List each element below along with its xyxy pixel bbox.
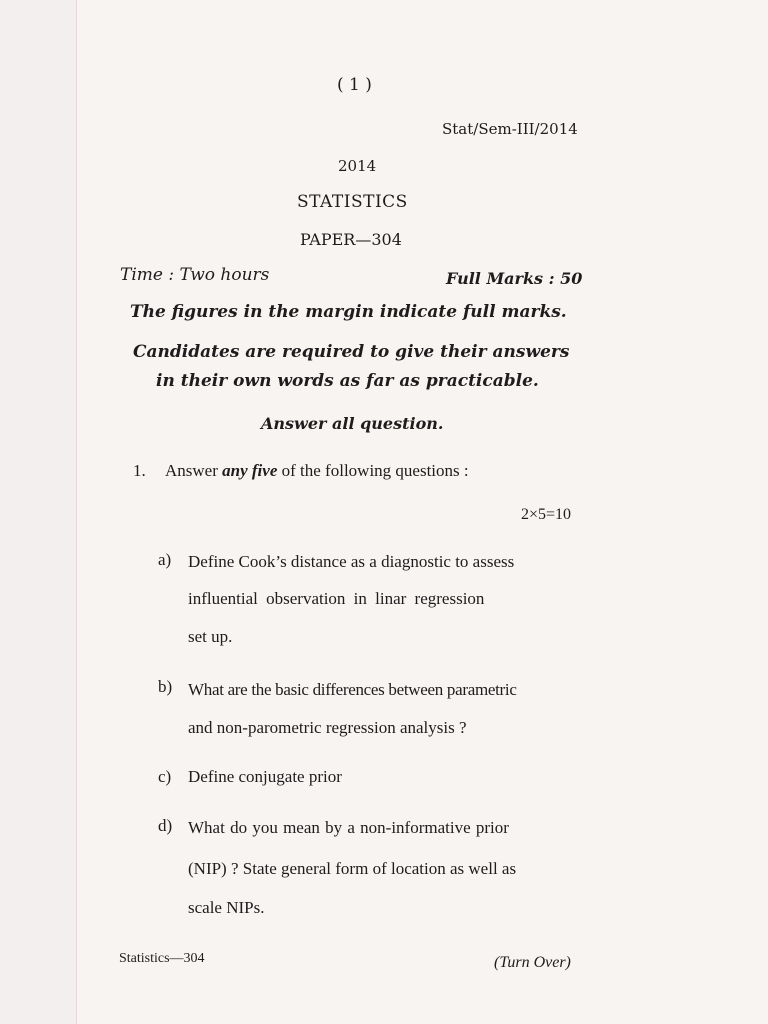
- part-a-line-2: influential observation in linar regression: [188, 589, 485, 608]
- question-text: [165, 462, 469, 479]
- subject-title: STATISTICS: [297, 192, 408, 212]
- footer-paper-name: Statistics—304: [119, 951, 205, 966]
- part-a-label: a): [158, 550, 172, 569]
- part-d-line-2: (NIP) ? State general form of location as well as: [188, 859, 517, 878]
- answer-all-instruction: Answer all question.: [261, 414, 444, 433]
- instruction-line-3: in their own words as far as practicable.: [156, 371, 539, 391]
- footer-turn-over: (Turn Over): [494, 954, 571, 971]
- part-b-line-2: and non-parometric regression analysis ?: [188, 718, 467, 737]
- part-d-line-3: scale NIPs.: [188, 898, 265, 917]
- paper-number: PAPER—304: [300, 230, 402, 249]
- question-text-pre: Answer: [165, 461, 223, 480]
- instruction-line-2: Candidates are required to give their answers: [133, 342, 570, 362]
- part-a-line-1: Define Cook’s distance as a diagnostic to assess: [188, 552, 515, 571]
- part-c-line-1: Define conjugate prior: [188, 767, 342, 786]
- instruction-line-1: The figures in the margin indicate full marks.: [130, 302, 567, 322]
- full-marks: Full Marks : 50: [446, 269, 583, 288]
- question-text-emphasis: any five: [222, 461, 278, 480]
- page-number: ( 1 ): [337, 75, 372, 95]
- question-text-post: of the following questions :: [277, 461, 469, 480]
- paper-code: Stat/Sem-III/2014: [442, 120, 578, 138]
- part-d-label: d): [158, 816, 173, 835]
- question-marks: 2×5=10: [521, 506, 572, 523]
- part-b-label: b): [158, 677, 173, 696]
- part-d-line-1: What do you mean by a non-informative prior: [188, 818, 509, 837]
- question-number: 1.: [133, 461, 146, 480]
- part-a-line-3: set up.: [188, 627, 233, 646]
- margin-line: [76, 0, 77, 1024]
- part-c-label: c): [158, 767, 172, 786]
- time-allowed: Time : Two hours: [120, 265, 270, 285]
- exam-year: 2014: [338, 157, 377, 175]
- part-b-line-1: What are the basic differences between parametric: [188, 680, 517, 699]
